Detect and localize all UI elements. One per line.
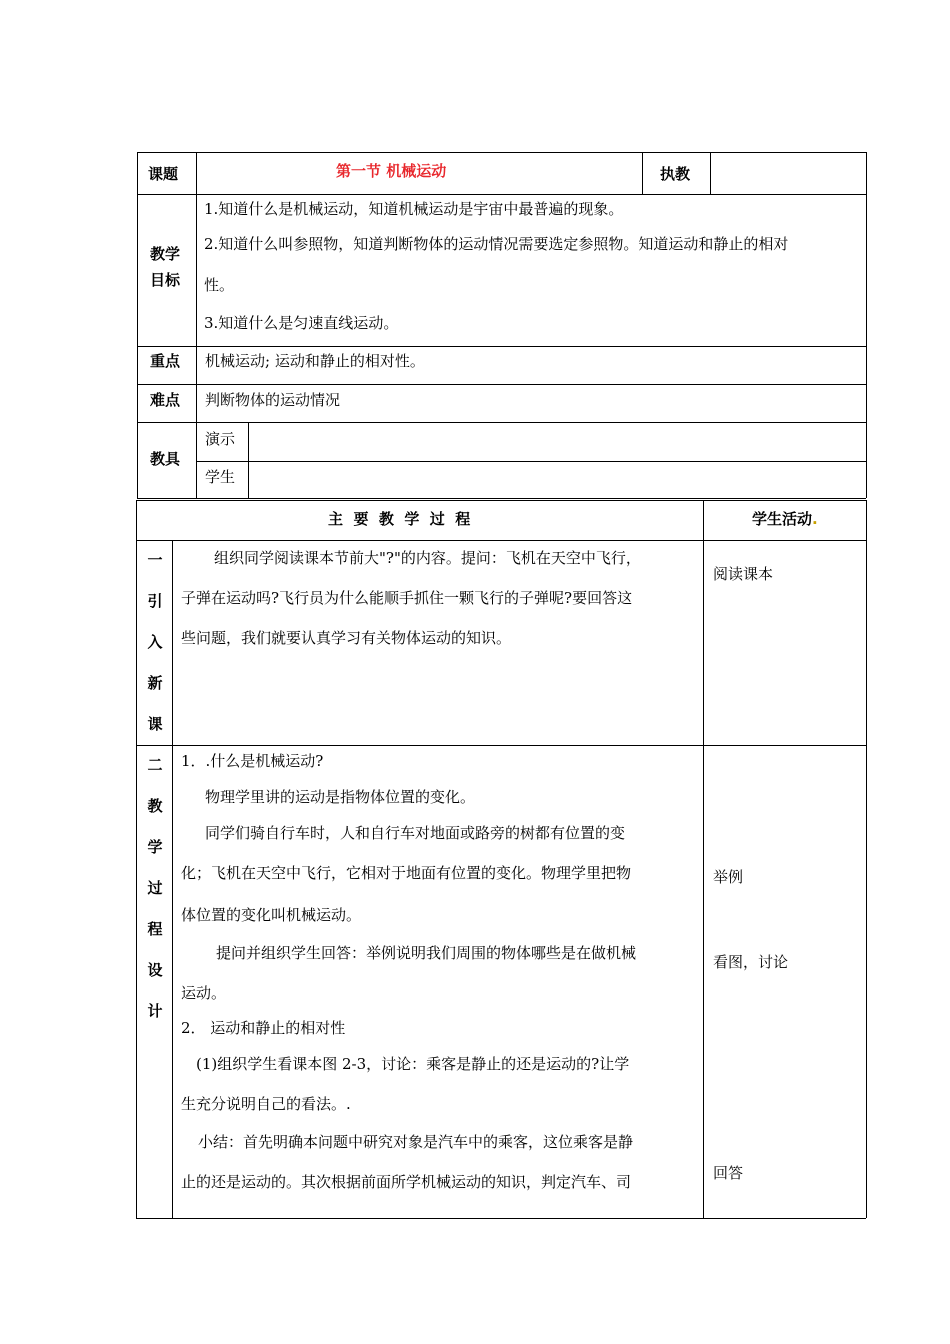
table-border xyxy=(136,1218,866,1219)
table-border xyxy=(196,461,866,462)
table-border xyxy=(137,152,138,498)
table-border xyxy=(172,540,173,1218)
table-border xyxy=(137,498,866,499)
objective-item: 3.知道什么是匀速直线运动。 xyxy=(204,314,399,332)
section2-line: 1．.什么是机械运动? xyxy=(181,752,324,770)
section2-line: 生充分说明自己的看法。. xyxy=(181,1095,351,1113)
table-border xyxy=(866,500,867,1218)
table-border xyxy=(137,152,866,153)
objectives-label-line2: 目标 xyxy=(150,271,181,289)
section1-label-char: 引 xyxy=(147,592,163,610)
section1-label xyxy=(140,540,170,745)
section2-line: 物理学里讲的运动是指物体位置的变化。 xyxy=(205,788,476,806)
tools-demo-label: 演示 xyxy=(205,430,236,448)
table-border xyxy=(136,540,866,541)
table-border xyxy=(642,152,643,194)
section1-label-char: 入 xyxy=(147,633,163,651)
objective-item: 性。 xyxy=(204,276,235,294)
section2-line: 小结：首先明确本问题中研究对象是汽车中的乘客，这位乘客是静 xyxy=(198,1133,634,1151)
table-border xyxy=(710,152,711,194)
teacher-label: 执教 xyxy=(660,165,691,183)
table-border xyxy=(137,384,866,385)
key-point-label: 重点 xyxy=(150,352,181,370)
section1-line: 些问题，我们就要认真学习有关物体运动的知识。 xyxy=(181,629,512,647)
lesson-title: 第一节 机械运动 xyxy=(336,162,447,180)
table-border xyxy=(248,422,249,498)
table-border xyxy=(136,500,866,501)
section2-label xyxy=(140,745,170,1032)
student-activity-header xyxy=(752,508,818,529)
difficulty-text: 判断物体的运动情况 xyxy=(205,391,341,409)
section2-line: 体位置的变化叫机械运动。 xyxy=(181,906,362,924)
table-border xyxy=(703,500,704,1218)
table-border xyxy=(136,745,866,746)
section1-activity: 阅读课本 xyxy=(713,565,774,583)
table-border xyxy=(866,152,867,498)
section2-line: 提问并组织学生回答：举例说明我们周围的物体哪些是在做机械 xyxy=(216,944,637,962)
key-point-text: 机械运动; 运动和静止的相对性。 xyxy=(205,352,425,370)
section2-label-char: 二 xyxy=(147,756,163,774)
section2-activity: 回答 xyxy=(713,1164,744,1182)
section2-label-char: 教 xyxy=(147,797,163,815)
objectives-label xyxy=(150,241,190,293)
section2-line: 2． 运动和静止的相对性 xyxy=(181,1019,346,1037)
table-border xyxy=(137,346,866,347)
section2-label-char: 过 xyxy=(147,879,163,897)
section2-label-char: 程 xyxy=(147,920,163,938)
section2-line: 止的还是运动的。其次根据前面所学机械运动的知识，判定汽车、司 xyxy=(181,1173,632,1191)
table-border xyxy=(137,422,866,423)
objective-item: 2.知道什么叫参照物，知道判断物体的运动情况需要选定参照物。知道运动和静止的相对 xyxy=(204,235,789,253)
section1-line: 子弹在运动吗?飞行员为什么能顺手抓住一颗飞行的子弹呢?要回答这 xyxy=(181,589,633,607)
process-header: 主 要 教 学 过 程 xyxy=(328,510,471,528)
section2-activity: 举例 xyxy=(713,868,744,886)
table-border xyxy=(196,152,197,498)
section2-label-char: 计 xyxy=(147,1002,163,1020)
section2-line: 同学们骑自行车时，人和自行车对地面或路旁的树都有位置的变 xyxy=(205,824,626,842)
section1-label-char: 一 xyxy=(147,551,163,569)
decorative-dot: . xyxy=(812,510,818,528)
section2-label-char: 学 xyxy=(147,838,163,856)
section1-label-char: 课 xyxy=(147,715,163,733)
objective-item: 1.知道什么是机械运动，知道机械运动是宇宙中最普遍的现象。 xyxy=(204,200,624,218)
objectives-label-line1: 教学 xyxy=(150,245,181,263)
topic-label: 课题 xyxy=(148,165,179,183)
section1-line: 组织同学阅读课本节前大"?"的内容。提问：飞机在天空中飞行， xyxy=(214,549,641,567)
section2-label-char: 设 xyxy=(147,961,163,979)
tools-student-label: 学生 xyxy=(205,468,236,486)
tools-label: 教具 xyxy=(150,450,181,468)
section2-line: (1)组织学生看课本图 2-3，讨论：乘客是静止的还是运动的?让学 xyxy=(196,1055,630,1073)
difficulty-label: 难点 xyxy=(150,391,181,409)
student-activity-header-text: 学生活动 xyxy=(752,510,813,528)
section1-label-char: 新 xyxy=(147,674,163,692)
section2-activity: 看图，讨论 xyxy=(713,953,789,971)
table-border xyxy=(137,194,866,195)
section2-line: 运动。 xyxy=(181,984,227,1002)
section2-line: 化；飞机在天空中飞行，它相对于地面有位置的变化。物理学里把物 xyxy=(181,864,632,882)
table-border xyxy=(136,500,137,1218)
